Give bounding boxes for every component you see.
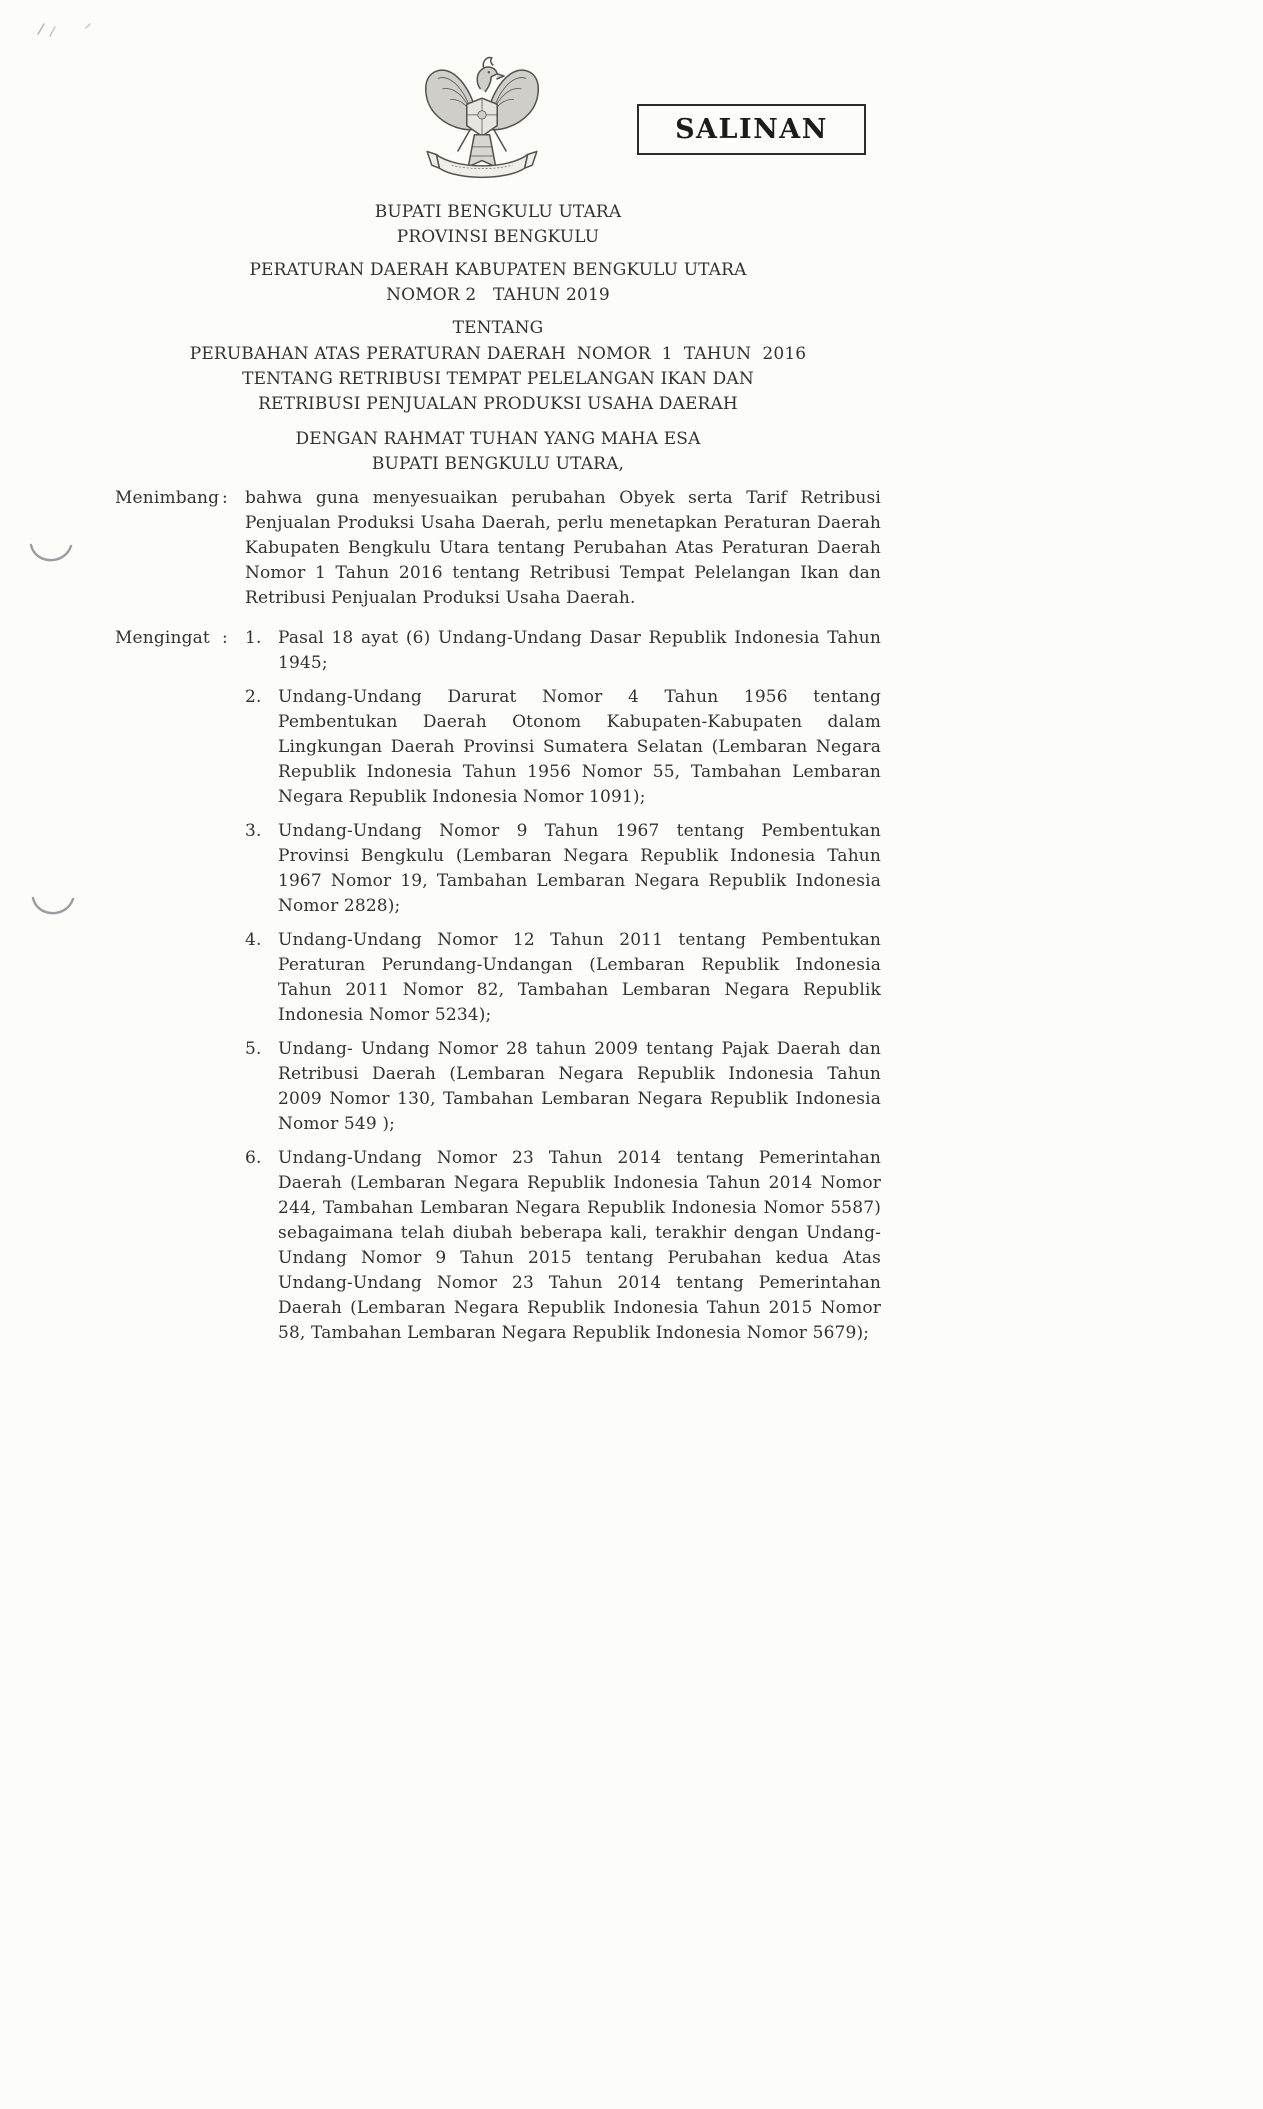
legal-reference-text: Pasal 18 ayat (6) Undang-Undang Dasar Republik Indonesia Tahun 1945; bbox=[278, 628, 881, 673]
emblem-container bbox=[115, 0, 881, 188]
scan-artifact-marks bbox=[34, 18, 104, 42]
regulation-title-line1: PERATURAN DAERAH KABUPATEN BENGKULU UTARA bbox=[249, 260, 747, 280]
legal-reference-text: Undang-Undang Nomor 9 Tahun 1967 tentang Pembentukan Provinsi Bengkulu (Lembaran Negara Republik Indonesia Tahun 1967 Nomor 19, Tambahan Lembaran Negara Republik Indonesia Nomor 2828); bbox=[278, 821, 881, 916]
document-body bbox=[115, 0, 881, 1355]
invocation-line-1: DENGAN RAHMAT TUHAN YANG MAHA ESA bbox=[295, 429, 701, 449]
menimbang-section bbox=[115, 486, 881, 611]
legal-reference-text: Undang- Undang Nomor 28 tahun 2009 tentang Pajak Daerah dan Retribusi Daerah (Lembaran Negara Republik Indonesia Tahun 2009 Nomor 130, Tambahan Lembaran Negara Republik Indonesia Nomor 549 ); bbox=[278, 1039, 881, 1134]
institution-header bbox=[115, 200, 881, 250]
legal-reference-item bbox=[245, 626, 881, 676]
legal-reference-number: 5. bbox=[245, 1039, 262, 1059]
subject-line-3: RETRIBUSI PENJUALAN PRODUKSI USAHA DAERAH bbox=[258, 394, 738, 414]
garuda-pancasila-emblem-icon bbox=[421, 54, 543, 188]
legal-reference-text: Undang-Undang Nomor 23 Tahun 2014 tentang Pemerintahan Daerah (Lembaran Negara Republik Indonesia Tahun 2014 Nomor 244, Tambahan Lembaran Negara Republik Indonesia Nomor 5587) sebagaimana telah diubah beberapa kali, terakhir dengan Undang-Undang Nomor 9 Tahun 2015 tentang Perubahan kedua Atas Undang-Undang Nomor 23 Tahun 2014 tentang Pemerintahan Daerah (Lembaran Negara Republik Indonesia Tahun 2015 Nomor 58, Tambahan Lembaran Negara Republik Indonesia Nomor 5679); bbox=[278, 1148, 881, 1343]
mengingat-list bbox=[245, 626, 881, 1355]
legal-reference-text: Undang-Undang Darurat Nomor 4 Tahun 1956 tentang Pembentukan Daerah Otonom Kabupaten-Kabupaten dalam Lingkungan Daerah Provinsi Sumatera Selatan (Lembaran Negara Republik Indonesia Tahun 1956 Nomor 55, Tambahan Lembaran Negara Republik Indonesia Nomor 1091); bbox=[278, 687, 881, 807]
invocation bbox=[115, 427, 881, 477]
legal-reference-item bbox=[245, 685, 881, 810]
institution-line1: BUPATI BENGKULU UTARA bbox=[374, 202, 622, 222]
pen-mark-icon bbox=[28, 540, 74, 570]
legal-reference-item bbox=[245, 819, 881, 919]
subject-line-2: TENTANG RETRIBUSI TEMPAT PELELANGAN IKAN DAN bbox=[242, 369, 754, 389]
legal-reference-item bbox=[245, 1037, 881, 1137]
regulation-title-line2: NOMOR 2 TAHUN 2019 bbox=[386, 285, 610, 305]
salinan-stamp-label: SALINAN bbox=[675, 114, 828, 145]
pen-mark-icon bbox=[30, 893, 76, 923]
legal-reference-text: Undang-Undang Nomor 12 Tahun 2011 tentang Pembentukan Peraturan Perundang-Undangan (Lembaran Republik Indonesia Tahun 2011 Nomor 82, Tambahan Lembaran Negara Republik Indonesia Nomor 5234); bbox=[278, 930, 881, 1025]
menimbang-colon: : bbox=[222, 488, 228, 508]
mengingat-section bbox=[115, 626, 881, 1355]
legal-reference-number: 1. bbox=[245, 628, 262, 648]
invocation-line-2: BUPATI BENGKULU UTARA, bbox=[371, 454, 625, 474]
institution-line2: PROVINSI BENGKULU bbox=[396, 227, 600, 247]
menimbang-label: Menimbang bbox=[115, 488, 220, 508]
legal-reference-item bbox=[245, 928, 881, 1028]
legal-reference-number: 3. bbox=[245, 821, 262, 841]
mengingat-label: Mengingat bbox=[115, 628, 210, 648]
menimbang-text: bahwa guna menyesuaikan perubahan Obyek serta Tarif Retribusi Penjualan Produksi Usaha Daerah, perlu menetapkan Peraturan Daerah Kabupaten Bengkulu Utara tentang Perubahan Atas Peraturan Daerah Nomor 1 Tahun 2016 tentang Retribusi Tempat Pelelangan Ikan dan Retribusi Penjualan Produksi Usaha Daerah. bbox=[245, 488, 881, 608]
regulation-title bbox=[115, 258, 881, 308]
legal-reference-item bbox=[245, 1146, 881, 1346]
regulation-subject bbox=[115, 342, 881, 417]
mengingat-colon: : bbox=[222, 628, 228, 648]
subject-line-1: PERUBAHAN ATAS PERATURAN DAERAH NOMOR 1 TAHUN 2016 bbox=[189, 344, 807, 364]
legal-reference-number: 4. bbox=[245, 930, 262, 950]
legal-reference-number: 2. bbox=[245, 687, 262, 707]
tentang-label: TENTANG bbox=[452, 318, 544, 338]
legal-reference-number: 6. bbox=[245, 1148, 262, 1168]
